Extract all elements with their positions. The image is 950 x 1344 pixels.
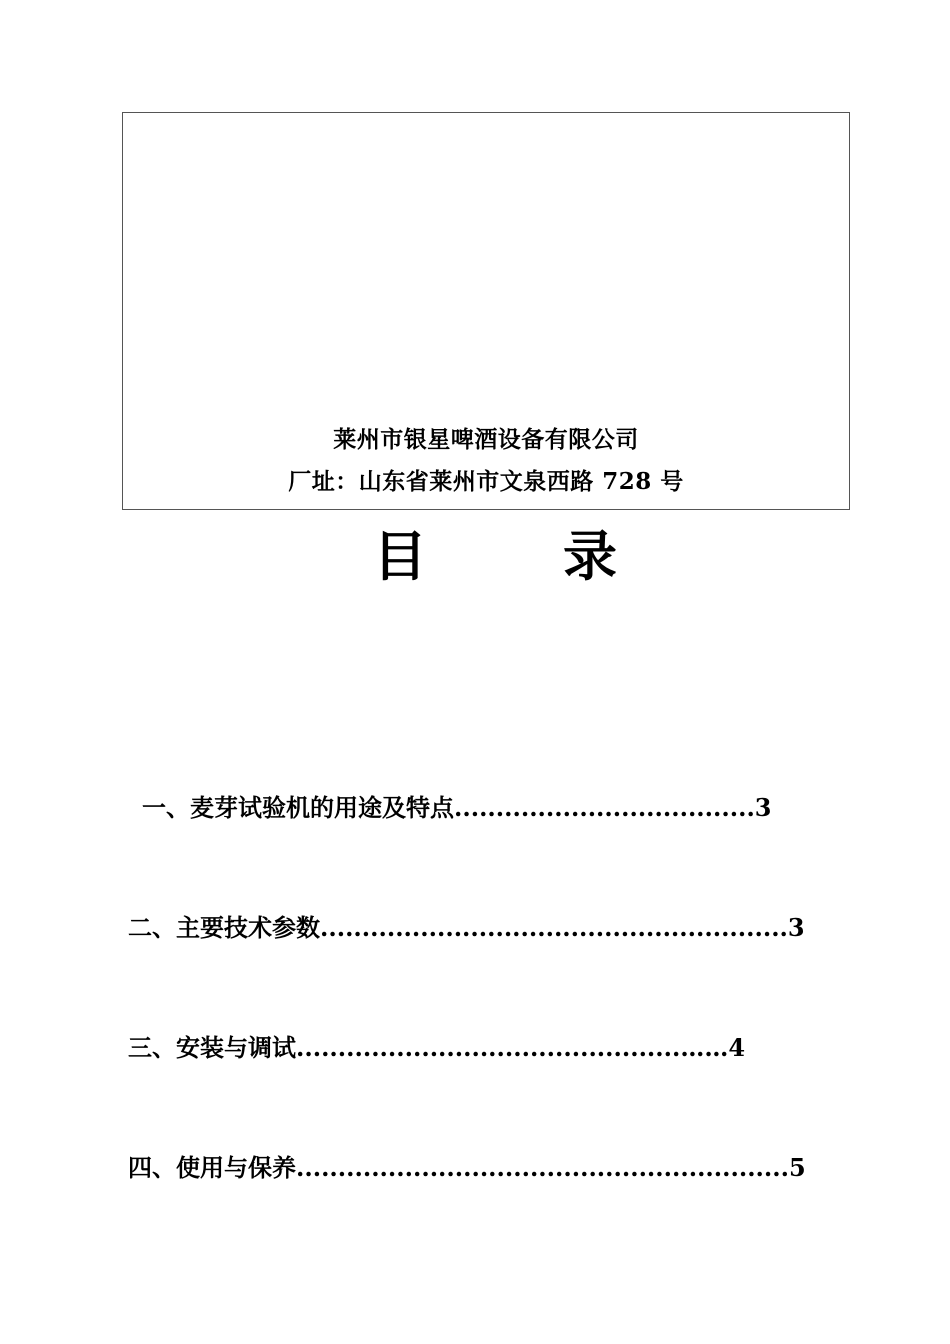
company-address: 厂址：山东省莱州市文泉西路 728 号 — [288, 468, 684, 495]
toc-entry-page: 4 — [728, 1033, 746, 1062]
company-name: 莱州市银星啤酒设备有限公司 — [333, 426, 639, 453]
toc-entry-title: 二、主要技术参数 — [128, 913, 320, 942]
toc-entry[interactable] — [128, 1032, 745, 1064]
toc-title — [0, 522, 950, 590]
toc-title-left: 目 — [373, 524, 427, 588]
toc-entry-title: 四、使用与保养 — [128, 1153, 296, 1182]
toc-entry-page: 5 — [788, 1153, 806, 1182]
cover-box — [122, 112, 850, 510]
toc-entry[interactable] — [128, 912, 805, 944]
toc-entry-leader: ........................................................ — [320, 913, 788, 942]
toc-title-right: 录 — [563, 524, 617, 588]
toc-entry-leader: ........................................................... — [296, 1153, 789, 1182]
toc-entry-leader: ..............................................…… — [296, 1033, 729, 1062]
toc-entry-title: 一、麦芽试验机的用途及特点 — [142, 793, 454, 822]
toc-entry[interactable] — [128, 1152, 806, 1184]
toc-entry-page: 3 — [787, 913, 805, 942]
toc-entry[interactable] — [142, 792, 772, 824]
toc-entry-leader: .................................... — [454, 793, 755, 822]
toc-entry-page: 3 — [754, 793, 772, 822]
toc-entry-title: 三、安装与调试 — [128, 1033, 296, 1062]
